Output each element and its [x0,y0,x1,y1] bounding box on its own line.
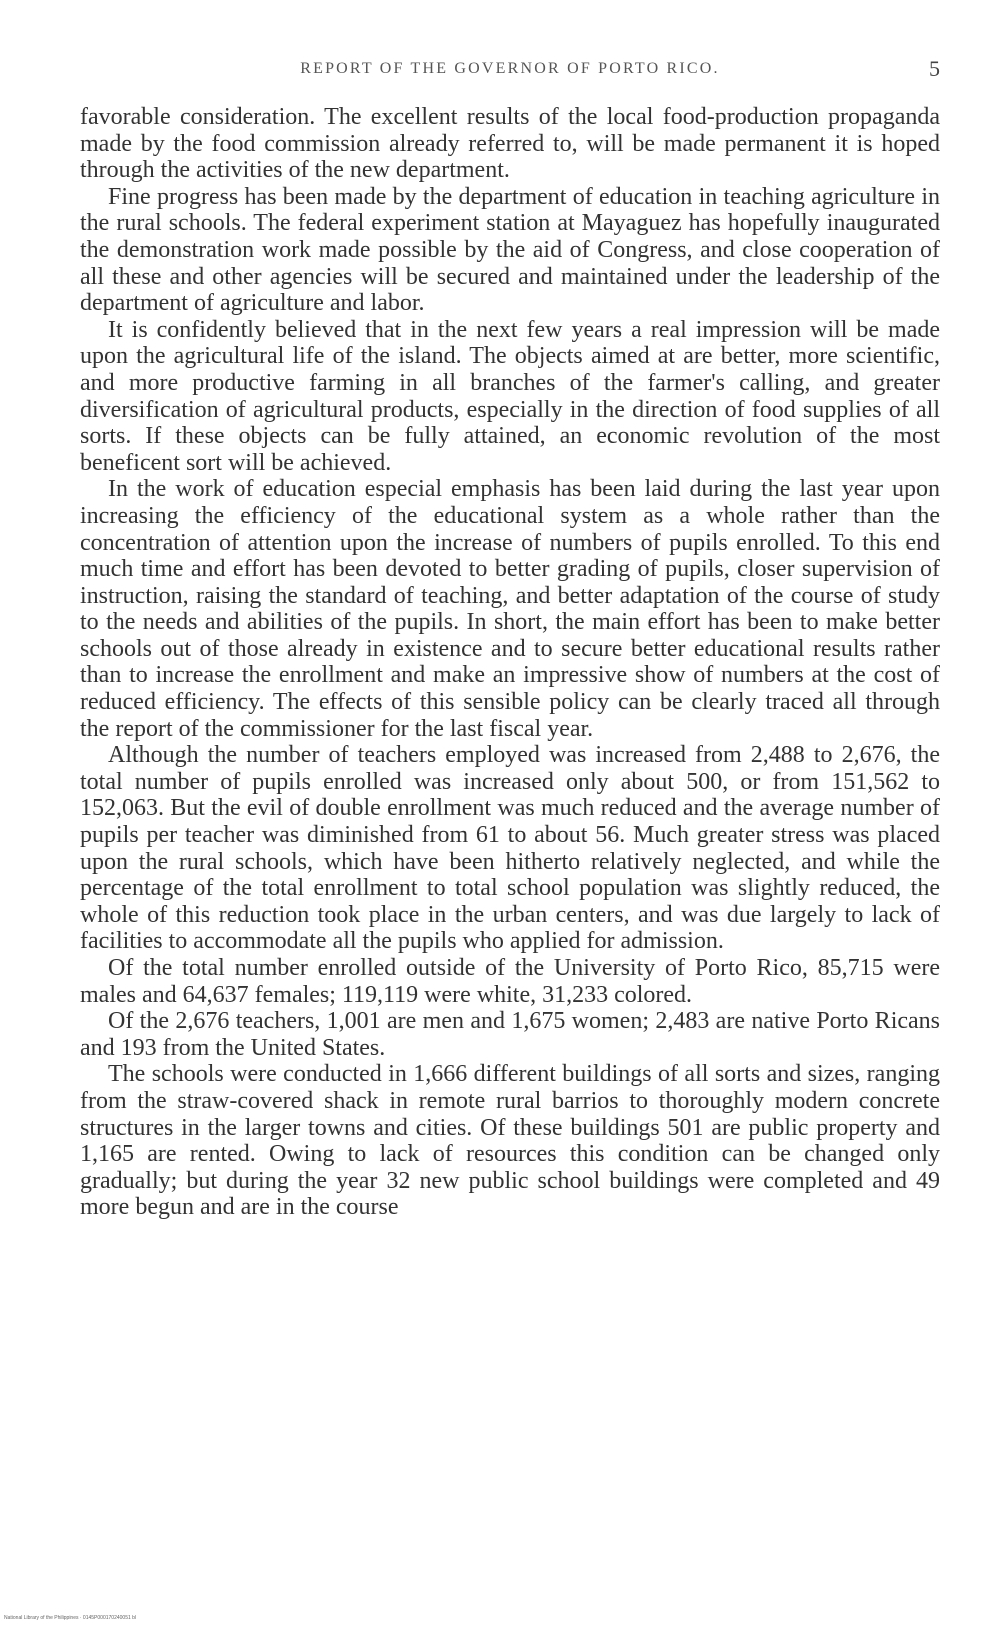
paragraph-teachers-enrollment: Although the number of teachers employed was increased from 2,488 to 2,676, the total number of pupils enrolled was increased only about 500, or from 151,562 to 152,063. But the evil of double enrollment was much reduced and the average number of pupils per teacher was diminished from 61 to about 56. Much greater stress was placed upon the rural schools, which have been hitherto relatively neglected, and while the percentage of the total enrollment to total school population was slightly reduced, the whole of this reduction took place in the urban centers, and was due largely to lack of facilities to accommodate all the pupils who applied for admission. [80,742,940,955]
paragraph-education-efficiency: In the work of education especial emphasis has been laid during the last year upon increasing the efficiency of the educational system as a whole rather than the concentration of attention upon the increase of numbers of pupils enrolled. To this end much time and effort has been devoted to better grading of pupils, closer supervision of instruction, raising the standard of teaching, and better adaptation of the course of study to the needs and abilities of the pupils. In short, the main effort has been to make better schools out of those already in existence and to secure better educational results rather than to increase the enrollment and make an impressive show of numbers at the cost of reduced efficiency. The effects of this sensible policy can be clearly traced all through the report of the commissioner for the last fiscal year. [80,476,940,742]
paragraph-continuation: favorable consideration. The excellent results of the local food-production propaganda made by the food commission already referred to, will be made permanent it is hoped through the activities of the new department. [80,104,940,184]
paragraph-teacher-breakdown: Of the 2,676 teachers, 1,001 are men and 1,675 women; 2,483 are native Porto Ricans and 193 from the United States. [80,1008,940,1061]
running-head [80,56,940,86]
paragraph-enrollment-breakdown: Of the total number enrolled outside of the University of Porto Rico, 85,715 were males and 64,637 females; 119,119 were white, 31,233 colored. [80,955,940,1008]
paragraph-agriculture-teaching: Fine progress has been made by the department of education in teaching agriculture in the rural schools. The federal experiment station at Mayaguez has hopefully inaugurated the demonstration work made possible by the aid of Congress, and close cooperation of all these and other agencies will be secured and maintained under the leadership of the department of agriculture and labor. [80,183,940,317]
paragraph-school-buildings: The schools were conducted in 1,666 different buildings of all sorts and sizes, ranging from the straw-covered shack in remote rural barrios to thoroughly modern concrete structures in the larger towns and cities. Of these buildings 501 are public property and 1,165 are rented. Owing to lack of resources this condition can be changed only gradually; but during the year 32 new public school buildings were completed and 49 more begun and are in the course [80,1061,940,1221]
running-title: REPORT OF THE GOVERNOR OF PORTO RICO. [300,60,720,77]
scan-source-line: National Library of the Philippines · 0145P000170240051 bl [4,1615,137,1621]
page-number: 5 [929,56,940,81]
body-text [80,104,940,1221]
paragraph-agricultural-life: It is confidently believed that in the next few years a real impression will be made upon the agricultural life of the island. The objects aimed at are better, more scientific, and more productive farming in all branches of the farmer's calling, and greater diversification of agricultural products, especially in the direction of food supplies of all sorts. If these objects can be fully attained, an economic revolution of the most beneficent sort will be achieved. [80,316,940,476]
